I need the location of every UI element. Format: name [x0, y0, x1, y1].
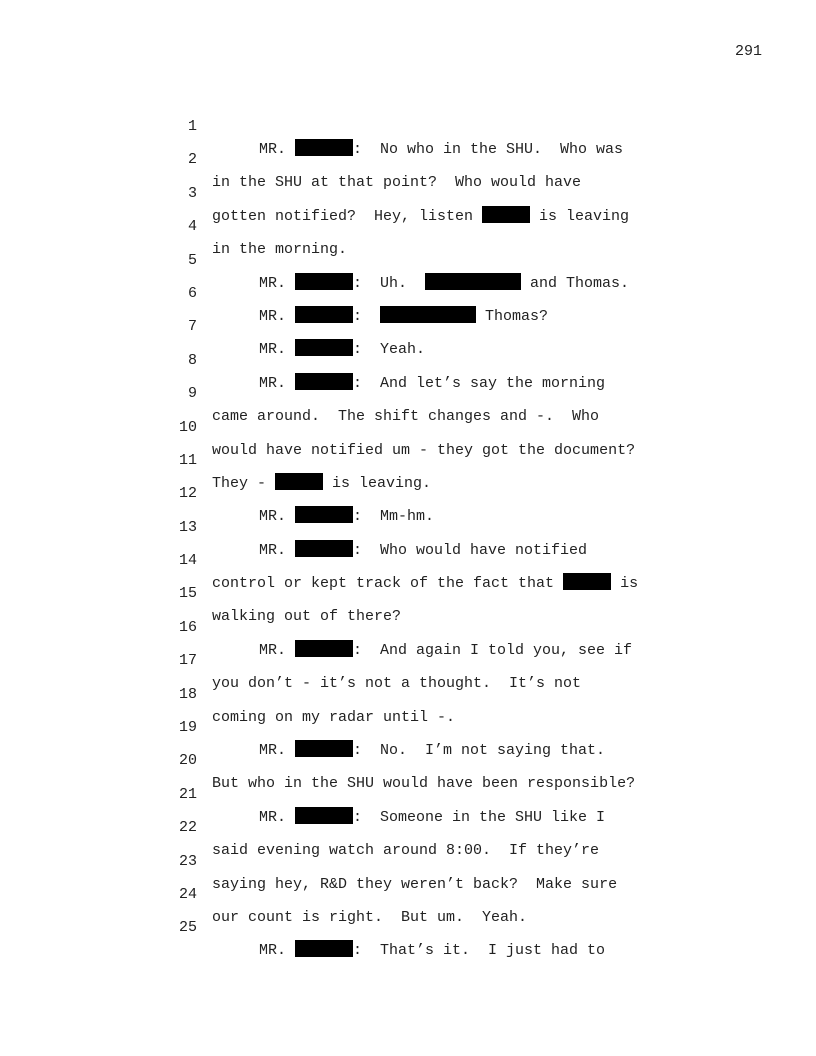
text-segment: MR.: [259, 274, 296, 292]
text-segment: walking out of there?: [212, 608, 402, 626]
transcript-line: [0, 226, 816, 292]
line-number: 18: [178, 685, 197, 703]
text-segment: would have notified um - they got the document?: [212, 441, 636, 459]
text-segment: MR.: [259, 307, 296, 325]
transcript-line: [0, 459, 816, 526]
transcript-line: [0, 426, 816, 492]
text-segment: : Yeah.: [353, 341, 426, 359]
text-segment: coming on my radar until -.: [212, 708, 456, 726]
transcript-line: [0, 259, 816, 325]
line-number: 24: [178, 885, 197, 903]
text-segment: and Thomas.: [521, 274, 630, 292]
text-segment: MR.: [259, 641, 296, 659]
text-segment: in the morning.: [212, 241, 348, 259]
transcript-line: [0, 860, 816, 926]
transcript-line: [0, 393, 816, 459]
text-segment: said evening watch around 8:00. If they’re: [212, 842, 600, 860]
line-number: 10: [178, 418, 197, 436]
text-segment: in the SHU at that point? Who would have: [212, 174, 582, 192]
page-number: 291: [734, 43, 762, 60]
line-number: 15: [178, 585, 197, 603]
line-number: 17: [178, 652, 197, 670]
text-segment: : No who in the SHU. Who was: [353, 141, 624, 158]
text-segment: saying hey, R&D they weren’t back? Make sure: [212, 875, 618, 893]
line-number: 5: [187, 251, 197, 269]
text-segment: : And let’s say the morning: [353, 374, 606, 392]
transcript-line: [0, 493, 816, 559]
transcript-line: [0, 660, 816, 726]
text-segment: : That’s it. I just had to: [353, 942, 606, 960]
transcript-line: [0, 326, 816, 392]
text-segment: : No. I’m not saying that.: [353, 742, 606, 760]
line-number: 9: [187, 385, 197, 403]
line-number: 21: [178, 785, 197, 803]
transcript-line: [0, 292, 816, 359]
transcript-line: [0, 159, 816, 225]
text-segment: : And again I told you, see if: [353, 641, 633, 659]
line-number: 6: [187, 284, 197, 302]
text-segment: our count is right. But um. Yeah.: [212, 908, 528, 926]
text-segment: you don’t - it’s not a thought. It’s not: [212, 675, 582, 693]
transcript-line: [0, 593, 816, 659]
text-segment: is: [611, 575, 639, 593]
text-segment: MR.: [259, 508, 296, 526]
text-segment: MR.: [259, 742, 296, 760]
line-number: 3: [187, 184, 197, 202]
transcript-line: [0, 827, 816, 893]
transcript-line: [0, 693, 816, 760]
transcript-line: [0, 125, 816, 192]
text-segment: :: [353, 307, 381, 325]
text-segment: is leaving.: [323, 474, 432, 492]
text-segment: MR.: [259, 942, 296, 960]
text-segment: control or kept track of the fact that: [212, 575, 564, 593]
line-number: 19: [178, 719, 197, 737]
line-number: 11: [178, 451, 197, 469]
line-number: 23: [178, 852, 197, 870]
text-segment: But who in the SHU would have been responsible?: [212, 775, 636, 793]
redaction-box: [295, 940, 353, 957]
text-segment: : Uh.: [353, 274, 426, 292]
transcript-line: [0, 893, 816, 960]
line-number: 22: [178, 819, 197, 837]
transcript-line: [0, 559, 816, 626]
transcript-line: [0, 760, 816, 826]
line-number: 13: [178, 518, 197, 536]
text-segment: is leaving: [530, 207, 630, 225]
text-segment: came around. The shift changes and -. Who: [212, 408, 600, 426]
line-number: 4: [187, 218, 197, 236]
line-number: 2: [187, 151, 197, 169]
text-segment: MR.: [259, 141, 296, 158]
transcript-line: [0, 526, 816, 593]
transcript-body: [0, 92, 816, 960]
transcript-line: [0, 726, 816, 793]
text-segment: : Mm-hm.: [353, 508, 435, 526]
text-segment: Thomas?: [476, 307, 549, 325]
line-number: 25: [178, 919, 197, 937]
transcript-line: [0, 793, 816, 860]
text-segment: MR.: [259, 541, 296, 559]
text-segment: MR.: [259, 808, 296, 826]
line-number: 14: [178, 552, 197, 570]
text-segment: MR.: [259, 341, 296, 359]
transcript-line: [0, 192, 816, 259]
line-number: 1: [187, 118, 197, 135]
transcript-line: [0, 626, 816, 693]
transcript-line: [0, 359, 816, 426]
line-number: 12: [178, 485, 197, 503]
text-segment: MR.: [259, 374, 296, 392]
line-text: [212, 939, 605, 962]
line-number: 7: [187, 318, 197, 336]
line-number: 8: [187, 351, 197, 369]
text-segment: : Someone in the SHU like I: [353, 808, 606, 826]
text-segment: They -: [212, 474, 276, 492]
transcript-line: [0, 92, 816, 158]
text-segment: : Who would have notified: [353, 541, 588, 559]
line-number: 16: [178, 618, 197, 636]
text-segment: gotten notified? Hey, listen: [212, 207, 483, 225]
line-number: 20: [178, 752, 197, 770]
